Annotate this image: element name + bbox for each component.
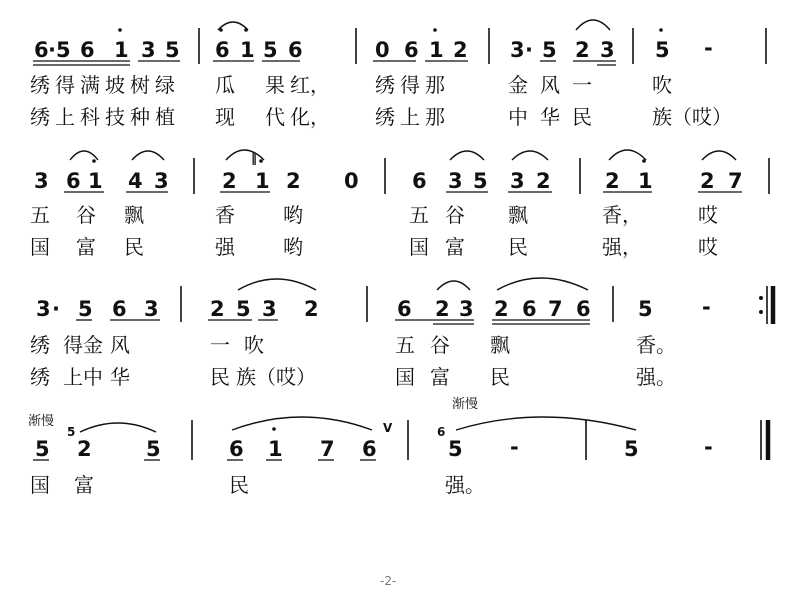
note: 5: [655, 38, 670, 62]
lyric: 香，: [602, 203, 642, 227]
lyric: 一: [572, 73, 592, 97]
lyric: 哟: [283, 235, 303, 259]
lyric: 现: [215, 105, 235, 129]
lyric: 吹: [652, 73, 672, 97]
note: 6: [404, 38, 419, 62]
lyric: 强: [215, 235, 235, 259]
lyric: 富: [76, 235, 96, 259]
lyric: 得: [400, 73, 420, 97]
note: 7: [320, 437, 335, 461]
grace-note: 5: [67, 425, 76, 439]
note: 1: [429, 38, 444, 62]
lyric: 民: [572, 105, 592, 129]
system-4: [28, 396, 768, 497]
lyric: 谷: [430, 333, 450, 357]
note: 5: [78, 297, 93, 321]
lyric: 科: [80, 105, 100, 129]
lyric: 化，: [290, 105, 330, 129]
lyric: 族（哎）: [652, 105, 732, 129]
note: 2: [77, 437, 92, 461]
lyric: 富: [74, 473, 94, 497]
lyric: 绣: [30, 73, 50, 97]
note: 3: [262, 297, 277, 321]
note: 3: [448, 169, 463, 193]
note: 2: [494, 297, 509, 321]
lyric: 技: [105, 105, 125, 129]
note: 2: [575, 38, 590, 62]
note: 5: [473, 169, 488, 193]
note: 3: [459, 297, 474, 321]
note: 3: [510, 38, 525, 62]
note: 5: [165, 38, 180, 62]
note: 7: [728, 169, 743, 193]
system-3: [30, 278, 773, 389]
lyric: 风: [110, 333, 130, 357]
note: 2: [700, 169, 715, 193]
lyric: 上: [63, 365, 83, 389]
lyric: 上: [400, 105, 420, 129]
lyric: 金: [83, 333, 103, 357]
note: 3: [600, 38, 615, 62]
note: 5: [542, 38, 557, 62]
note-dot: ·: [52, 297, 60, 321]
lyric: 绣: [30, 333, 50, 357]
note: 0: [344, 169, 359, 193]
note: 1: [268, 437, 283, 461]
lyric: 得: [63, 333, 83, 357]
lyric: 吹: [244, 333, 264, 357]
lyric: 香。: [636, 333, 676, 357]
lyric: 风: [540, 73, 560, 97]
grace-note: 6: [437, 425, 446, 439]
note: 3: [34, 169, 49, 193]
lyric: 华: [110, 365, 130, 389]
lyric: 五: [395, 333, 415, 357]
tempo-mark: 渐慢: [28, 414, 55, 429]
dash: -: [704, 435, 713, 459]
note: 6: [576, 297, 591, 321]
note: 2: [536, 169, 551, 193]
dash: -: [702, 295, 711, 319]
lyric: 飘: [124, 203, 144, 227]
lyric: 富: [430, 365, 450, 389]
note: 5: [56, 38, 71, 62]
note: 6: [288, 38, 303, 62]
lyric: 谷: [445, 203, 465, 227]
note: 2: [304, 297, 319, 321]
note: 1: [255, 169, 270, 193]
dash: -: [510, 435, 519, 459]
note: 6: [229, 437, 244, 461]
lyric: 树: [130, 73, 150, 97]
note-dot: ·: [48, 38, 56, 62]
dash: -: [704, 36, 713, 60]
lyric: 坡: [105, 73, 125, 97]
lyric: 民: [490, 365, 510, 389]
note: 6: [522, 297, 537, 321]
grace-mark: ‖: [251, 151, 257, 165]
note: 6: [412, 169, 427, 193]
lyric: 哟: [283, 203, 303, 227]
lyric: 国: [395, 365, 415, 389]
note: 5: [638, 297, 653, 321]
lyric: 绣: [375, 105, 395, 129]
lyric: 红，: [290, 73, 330, 97]
lyric: 哎: [698, 235, 718, 259]
note-dot: ·: [525, 38, 533, 62]
note: 3: [36, 297, 51, 321]
note: 3: [141, 38, 156, 62]
lyric: 那: [425, 73, 445, 97]
page-number: -2-: [380, 574, 397, 588]
lyric: 瓜: [215, 73, 235, 97]
note: 5: [236, 297, 251, 321]
lyric: 国: [30, 473, 50, 497]
lyric: 强。: [636, 365, 676, 389]
lyric: 飘: [508, 203, 528, 227]
lyric: 五: [409, 203, 429, 227]
breath-mark: V: [383, 421, 393, 435]
lyric: 满: [80, 73, 100, 97]
lyric: 国: [409, 235, 429, 259]
lyric: 种: [130, 105, 150, 129]
note: 5: [263, 38, 278, 62]
lyric: 绣: [30, 105, 50, 129]
note: 6: [215, 38, 230, 62]
lyric: 绣: [30, 365, 50, 389]
note: 2: [210, 297, 225, 321]
lyric: 强，: [602, 235, 642, 259]
note: 1: [114, 38, 129, 62]
note: 2: [222, 169, 237, 193]
note: 1: [638, 169, 653, 193]
note: 6: [66, 169, 81, 193]
lyric: 五: [30, 203, 50, 227]
lyric: 中: [83, 365, 103, 389]
note: 6: [397, 297, 412, 321]
note: 5: [624, 437, 639, 461]
note: 2: [286, 169, 301, 193]
note: 0: [375, 38, 390, 62]
lyric: 绿: [155, 73, 175, 97]
lyric: 谷: [76, 203, 96, 227]
note: 3: [510, 169, 525, 193]
note: 2: [605, 169, 620, 193]
note: 5: [35, 437, 50, 461]
note: 6: [112, 297, 127, 321]
note: 1: [240, 38, 255, 62]
note: 4: [128, 169, 143, 193]
note: 7: [548, 297, 563, 321]
lyric: 那: [425, 105, 445, 129]
note: 5: [146, 437, 161, 461]
note: 5: [448, 437, 463, 461]
lyric: 代: [265, 105, 285, 129]
lyric: 绣: [375, 73, 395, 97]
lyric: 哎: [698, 203, 718, 227]
lyric: 果: [265, 73, 285, 97]
lyric: 民: [229, 473, 249, 497]
lyric: 国: [30, 235, 50, 259]
note: 2: [435, 297, 450, 321]
note: 2: [453, 38, 468, 62]
lyric: 植: [155, 105, 175, 129]
lyric: 族（哎）: [236, 365, 316, 389]
lyric: 强。: [445, 473, 485, 497]
lyric: 民: [210, 365, 230, 389]
note: 6: [34, 38, 49, 62]
lyric: 华: [540, 105, 560, 129]
note: 3: [154, 169, 169, 193]
lyric: 民: [124, 235, 144, 259]
lyric: 得: [55, 73, 75, 97]
lyric: 民: [508, 235, 528, 259]
tempo-mark: 渐慢: [452, 397, 479, 412]
lyric: 富: [445, 235, 465, 259]
system-1: [30, 20, 766, 129]
note: 6: [362, 437, 377, 461]
note: 6: [80, 38, 95, 62]
lyric: 香: [215, 203, 235, 227]
lyric: 金: [508, 73, 528, 97]
lyric: 上: [55, 105, 75, 129]
note: 1: [88, 169, 103, 193]
note: 3: [144, 297, 159, 321]
lyric: 中: [508, 105, 528, 129]
system-2: [30, 150, 769, 259]
lyric: 一: [210, 333, 230, 357]
lyric: 飘: [490, 333, 510, 357]
